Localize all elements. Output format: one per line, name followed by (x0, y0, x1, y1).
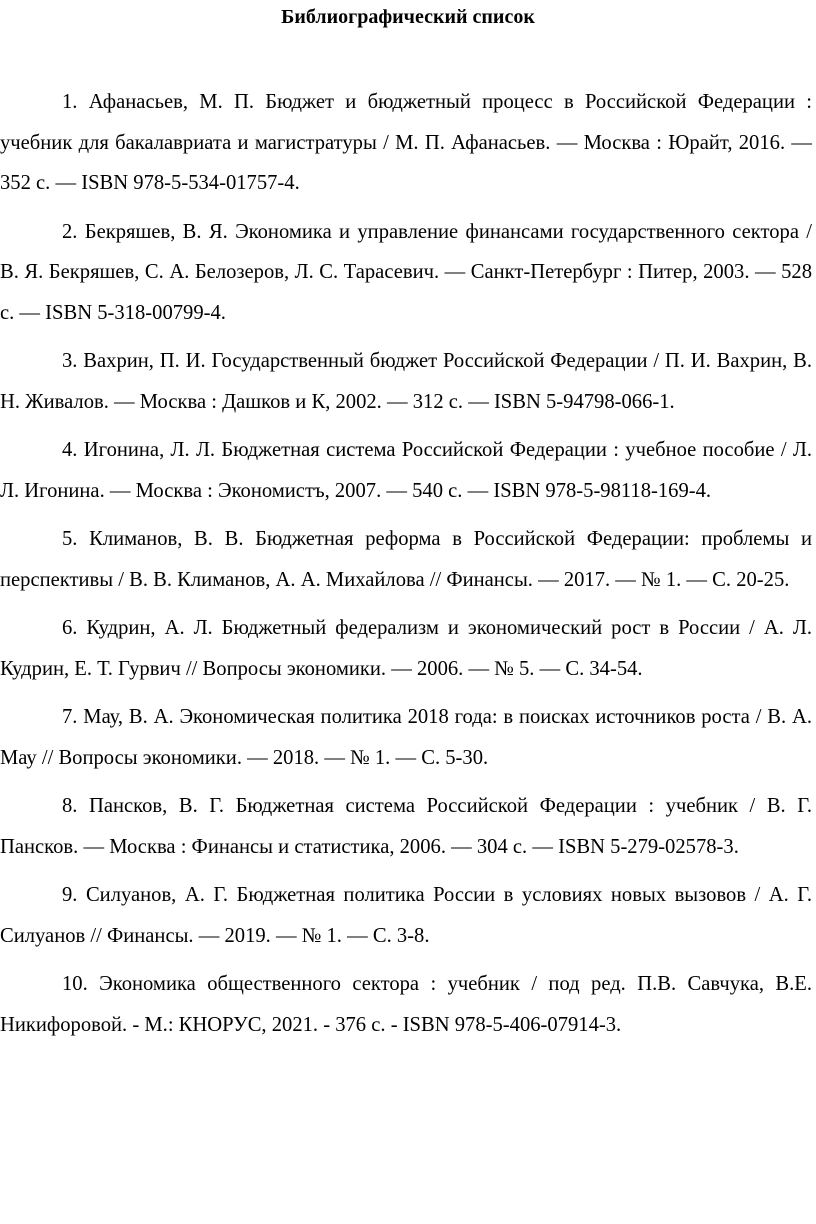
reference-item: 1. Афанасьев, М. П. Бюджет и бюджетный процесс в Российской Федерации : учебник для бакалавриата и магистратуры / М. П. Афанасьев. — Москва : Юрайт, 2016. — 352 с. — ISBN 978-5-534-01757-4. (0, 91, 812, 194)
reference-item: 3. Вахрин, П. И. Государственный бюджет Российской Федерации / П. И. Вахрин, В. Н. Живалов. — Москва : Дашков и К, 2002. — 312 с. — ISBN 5-94798-066-1. (0, 350, 812, 413)
reference-item: 2. Бекряшев, В. Я. Экономика и управление финансами государственного сектора / В. Я. Бекряшев, С. А. Белозеров, Л. С. Тарасевич. — Санкт-Петербург : Питер, 2003. — 528 с. — ISBN 5-318-00799-4. (0, 220, 812, 324)
reference-item: 10. Экономика общественного сектора : учебник / под ред. П.В. Савчука, В.Е. Никифоровой. - М.: КНОРУС, 2021. - 376 с. - ISBN 978-5-406-07914-3. (0, 973, 812, 1036)
reference-item: 7. Мау, В. А. Экономическая политика 2018 года: в поисках источников роста / В. А. Мау // Вопросы экономики. — 2018. — № 1. — С. 5-30. (0, 706, 812, 769)
bibliography-list (0, 82, 812, 1053)
page-title: Библиографический список (281, 6, 535, 28)
reference-item: 6. Кудрин, А. Л. Бюджетный федерализм и экономический рост в России / А. Л. Кудрин, Е. Т. Гурвич // Вопросы экономики. — 2006. — № 5. — С. 34-54. (0, 617, 812, 680)
reference-item: 5. Климанов, В. В. Бюджетная реформа в Российской Федерации: проблемы и перспективы / В. В. Климанов, А. А. Михайлова // Финансы. — 2017. — № 1. — С. 20-25. (0, 528, 812, 591)
reference-item: 8. Пансков, В. Г. Бюджетная система Российской Федерации : учебник / В. Г. Пансков. — Москва : Финансы и статистика, 2006. — 304 с. — ISBN 5-279-02578-3. (0, 795, 812, 858)
reference-item: 9. Силуанов, А. Г. Бюджетная политика России в условиях новых вызовов / А. Г. Силуанов // Финансы. — 2019. — № 1. — С. 3-8. (0, 884, 812, 947)
reference-item: 4. Игонина, Л. Л. Бюджетная система Российской Федерации : учебное пособие / Л. Л. Игонина. — Москва : Экономистъ, 2007. — 540 с. — ISBN 978-5-98118-169-4. (0, 439, 812, 502)
